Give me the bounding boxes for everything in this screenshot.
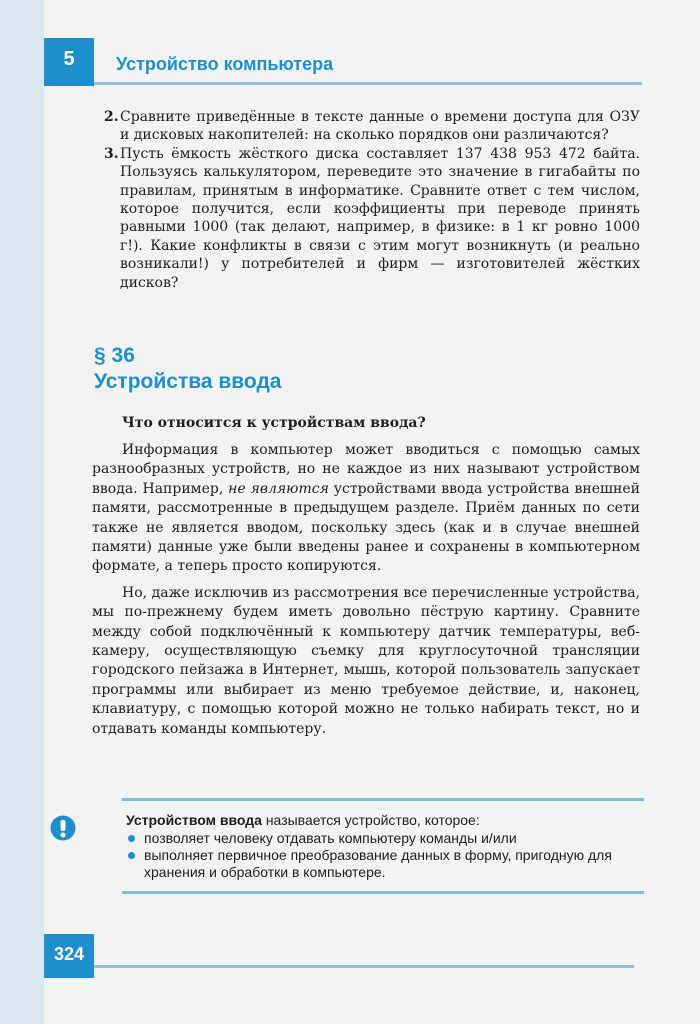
exercise-text: Пусть ёмкость жёсткого диска составляет 137 438 953 472 байта. Пользуясь калькулятором, переведите это значение в гигабайты по правилам, принятым в информатике. Сравните ответ с тем числом, которое получится, если коэффициенты при переводе принять равными 1000 (так делают, например, в физике: в 1 кг ровно 1000 г!). Какие конфликты в связи с этим могут возникнуть (и реально возникали!) у потребителей и фирм — изготовителей жёстких дисков?: [120, 145, 640, 291]
section-number: § 36: [94, 344, 135, 367]
definition-list: [126, 830, 640, 881]
exclamation-icon: [50, 815, 76, 841]
definition-term: Устройством ввода: [126, 812, 262, 828]
exercise-number: 3.: [104, 145, 119, 162]
bullet-dot-icon: [128, 852, 135, 859]
paragraph: [92, 441, 640, 577]
running-header-title: Устройство компьютера: [116, 54, 334, 74]
paragraph-emphasis: не являются: [228, 480, 329, 497]
exercise-number: 2.: [104, 109, 119, 125]
definition-item-text: выполняет первичное преобразование данных в форму, пригодную для хранения и обработки в компьютере.: [144, 847, 612, 880]
header-rule: [94, 82, 642, 85]
definition-lead-text: называется устройство, которое:: [261, 812, 480, 828]
section-subheading: Что относится к устройствам ввода?: [122, 415, 426, 431]
definition-bottom-rule: [122, 891, 644, 894]
definition-lead: [126, 812, 640, 829]
definition-box: [122, 798, 644, 894]
exercise-text: Сравните приведённые в тексте данные о времени доступа для ОЗУ и дисковых накопителей: на сколько порядков они различаются?: [120, 109, 640, 144]
paragraph: Но, даже исключив из рассмотрения все перечисленные устройства, мы по-прежнему будем иметь довольно пёструю картину. Сравните между собой подключённый к компьютеру датчик температуры, веб-камеру, осуществляющую съемку для круглосуточной трансляции городского пейзажа в Интернет, мышь, которой пользователь запускает программы или выбирает из меню требуемое действие, и, наконец, клавиатуру, с помощью которой можно не только набирать текст, но и отдавать команды компьютеру.: [92, 584, 640, 737]
body-text: [92, 441, 640, 746]
section-title: Устройства ввода: [94, 370, 282, 393]
paragraph-text: Информация в компьютер может вводиться с помощью самых разнообразных устройств, но не каждое из них называют устройством ввода. Например,: [92, 442, 640, 497]
page-number: 324: [53, 944, 85, 964]
definition-top-rule: [122, 798, 644, 801]
paragraph-text: устройствами ввода устройства внешней памяти, рассмотренные в предыдущем разделе. Приём данных по сети также не является вводом, поскольку здесь (как и в случае внешней памяти) данные уже были введены ранее и сохранены в компьютерном формате, а теперь просто копируются.: [92, 480, 640, 575]
exercise-list: [104, 108, 640, 292]
bullet-dot-icon: [128, 835, 135, 842]
definition-item-text: позволяет человеку отдавать компьютеру команды и/или: [144, 830, 517, 846]
definition-item: [126, 830, 640, 847]
definition-item: [126, 847, 640, 881]
exercise-item: [104, 145, 640, 292]
chapter-number: 5: [63, 48, 75, 70]
page-margin-band: [0, 0, 44, 1024]
footer-rule: [94, 965, 634, 968]
exercise-item: [104, 108, 640, 145]
